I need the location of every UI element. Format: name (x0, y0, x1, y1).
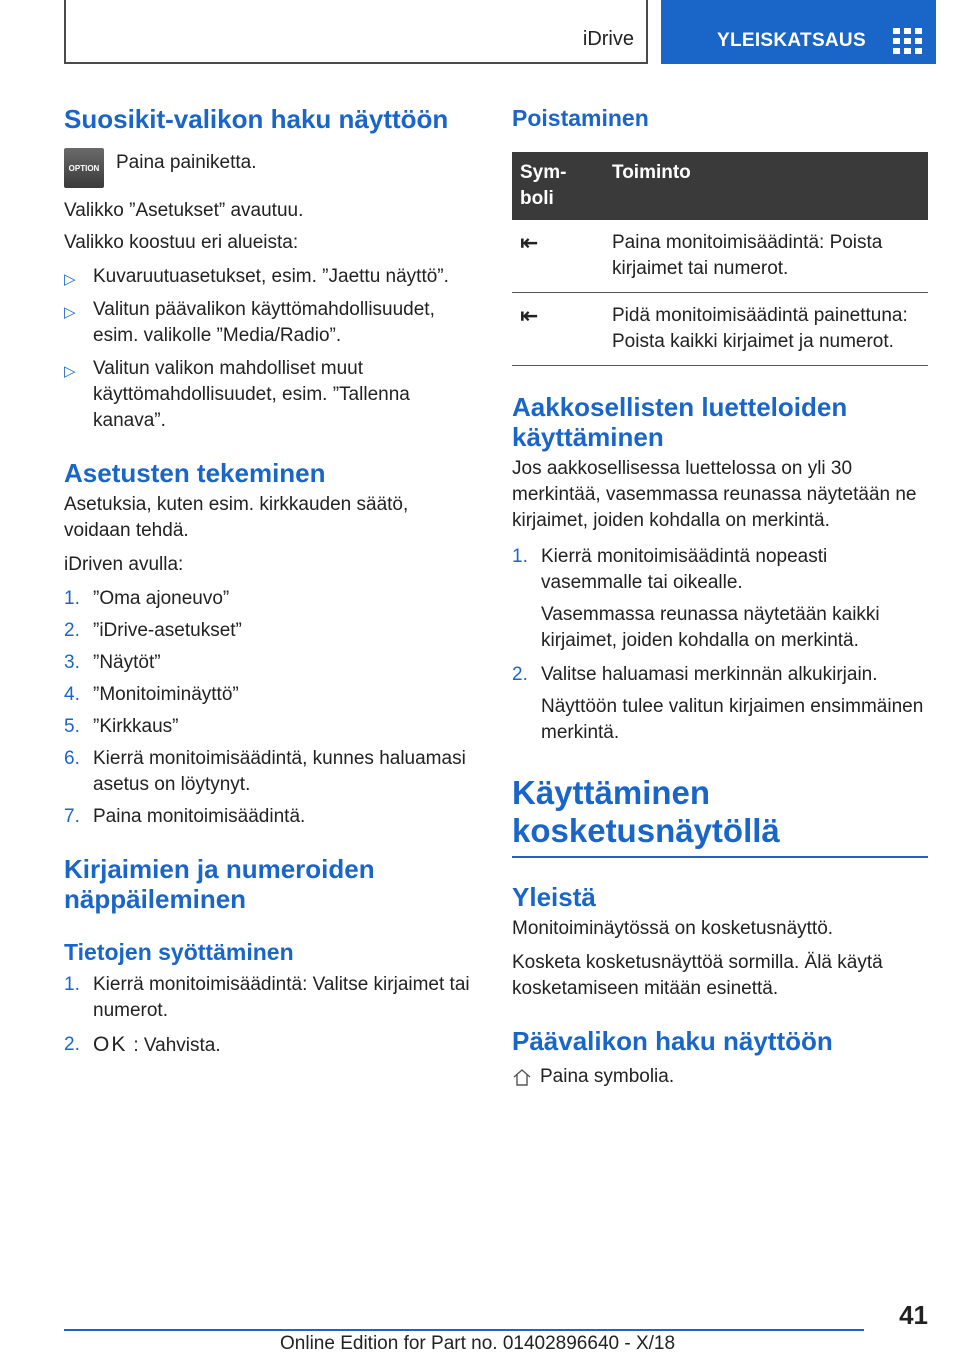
menu-opens-text: Valikko ”Asetukset” avautuu. (64, 200, 304, 221)
list-item: ▷ Valitun päävalikon käyttömahdollisuudet, esim. valikolle ”Media/Radio”. (64, 299, 435, 346)
list-item: ▷ Valitun valikon mahdolliset muut käyttömahdollisuudet, esim. ”Tallenna kanava”. (64, 358, 410, 431)
list-item: 3. ”Näytöt” (64, 652, 161, 673)
left-column (64, 100, 478, 1059)
footer-edition: Online Edition for Part no. 01402896640 - X/18 (280, 1333, 676, 1354)
list-item: 4. ”Monitoiminäyttö” (64, 684, 239, 705)
header-section-title: iDrive (582, 28, 634, 50)
press-button-text: Paina painiketta. (116, 152, 257, 173)
delete-arrow-icon: ⇤ (512, 293, 604, 366)
list-item: 1. ”Oma ajoneuvo” (64, 588, 230, 609)
page-number: 41 (899, 1300, 928, 1330)
right-column (512, 100, 928, 1090)
grid-icon (893, 28, 923, 54)
triangle-icon: ▷ (64, 363, 76, 380)
touch-title: Käyttäminen kosketusnäytöllä (512, 774, 780, 849)
general-p1: Monitoiminäytössä on kosketusnäyttö. (512, 918, 834, 939)
alpha-steps (512, 544, 928, 746)
settings-intro: Asetuksia, kuten esim. kirkkauden säätö, voidaan tehdä. (64, 494, 409, 541)
header-tab-label: YLEISKATSAUS (717, 30, 866, 51)
triangle-icon: ▷ (64, 304, 76, 321)
list-item: 2. OK : Vahvista. (64, 1033, 221, 1056)
fav-title: Suosikit-valikon haku näyttöön (64, 104, 449, 134)
home-row (512, 1064, 928, 1090)
ok-icon: OK (93, 1033, 128, 1056)
table-header-function: Toiminto (604, 152, 928, 220)
list-item: ▷ Kuvaruutuasetukset, esim. ”Jaettu näyttö”. (64, 264, 478, 290)
header-tab[interactable] (661, 0, 936, 64)
main-menu-title: Päävalikon haku näyttöön (512, 1026, 833, 1056)
list-item: 2. Valitse haluamasi merkinnän alkukirjain. Näyttöön tulee valitun kirjaimen ensimmäinen merkintä. (512, 664, 924, 743)
typing-title: Kirjaimien ja numeroiden näppäileminen (64, 854, 375, 914)
list-item: 7. Paina monitoimisäädintä. (64, 806, 306, 827)
list-item: 2. ”iDrive-asetukset” (64, 620, 242, 641)
table-row: ⇤ Paina monitoimisäädintä: Poista kirjaimet tai numerot. (512, 220, 928, 293)
general-p2: Kosketa kosketusnäyttöä sormilla. Älä käytä kosketamiseen mitään esinettä. (512, 952, 883, 999)
alpha-intro: Jos aakkosellisessa luettelossa on yli 30 merkintää, vasemmassa reunassa näytetään ne kirjaimet, joiden kohdalla on merkintä. (512, 458, 917, 531)
delete-arrow-icon: ⇤ (512, 220, 604, 293)
press-symbol-text: Paina symbolia. (540, 1066, 675, 1087)
settings-title: Asetusten tekeminen (64, 458, 326, 488)
settings-steps (64, 586, 478, 830)
option-row (64, 148, 478, 188)
list-item: 6. Kierrä monitoimisäädintä, kunnes haluamasi asetus on löytynyt. (64, 748, 466, 795)
input-steps (64, 972, 478, 1059)
table-row: ⇤ Pidä monitoimisäädintä painettuna: Poista kaikki kirjaimet ja numerot. (512, 293, 928, 366)
list-item: 1. Kierrä monitoimisäädintä: Valitse kirjaimet tai numerot. (64, 974, 470, 1021)
table-header-symbol: Sym-boli (512, 152, 604, 220)
list-item: 1. Kierrä monitoimisäädintä nopeasti vasemmalle tai oikealle. Vasemmassa reunassa näytetään kaikki kirjaimet, joiden kohdalla on merkintä. (512, 546, 880, 651)
bullet-list (64, 264, 478, 434)
touch-heading-block (512, 774, 928, 858)
list-item: 5. ”Kirkkaus” (64, 716, 179, 737)
footer-rule (64, 1329, 864, 1331)
general-title: Yleistä (512, 882, 596, 912)
menu-consists-text: Valikko koostuu eri alueista: (64, 232, 299, 253)
delete-title: Poistaminen (512, 105, 649, 131)
idrive-via-text: iDriven avulla: (64, 554, 184, 575)
option-button-icon: OPTION (64, 148, 104, 188)
home-icon (512, 1067, 532, 1087)
alpha-title: Aakkosellisten luetteloiden käyttäminen (512, 392, 848, 452)
input-title: Tietojen syöttäminen (64, 939, 294, 965)
header-box (64, 0, 648, 64)
triangle-icon: ▷ (64, 271, 76, 288)
symbol-table (512, 152, 928, 366)
